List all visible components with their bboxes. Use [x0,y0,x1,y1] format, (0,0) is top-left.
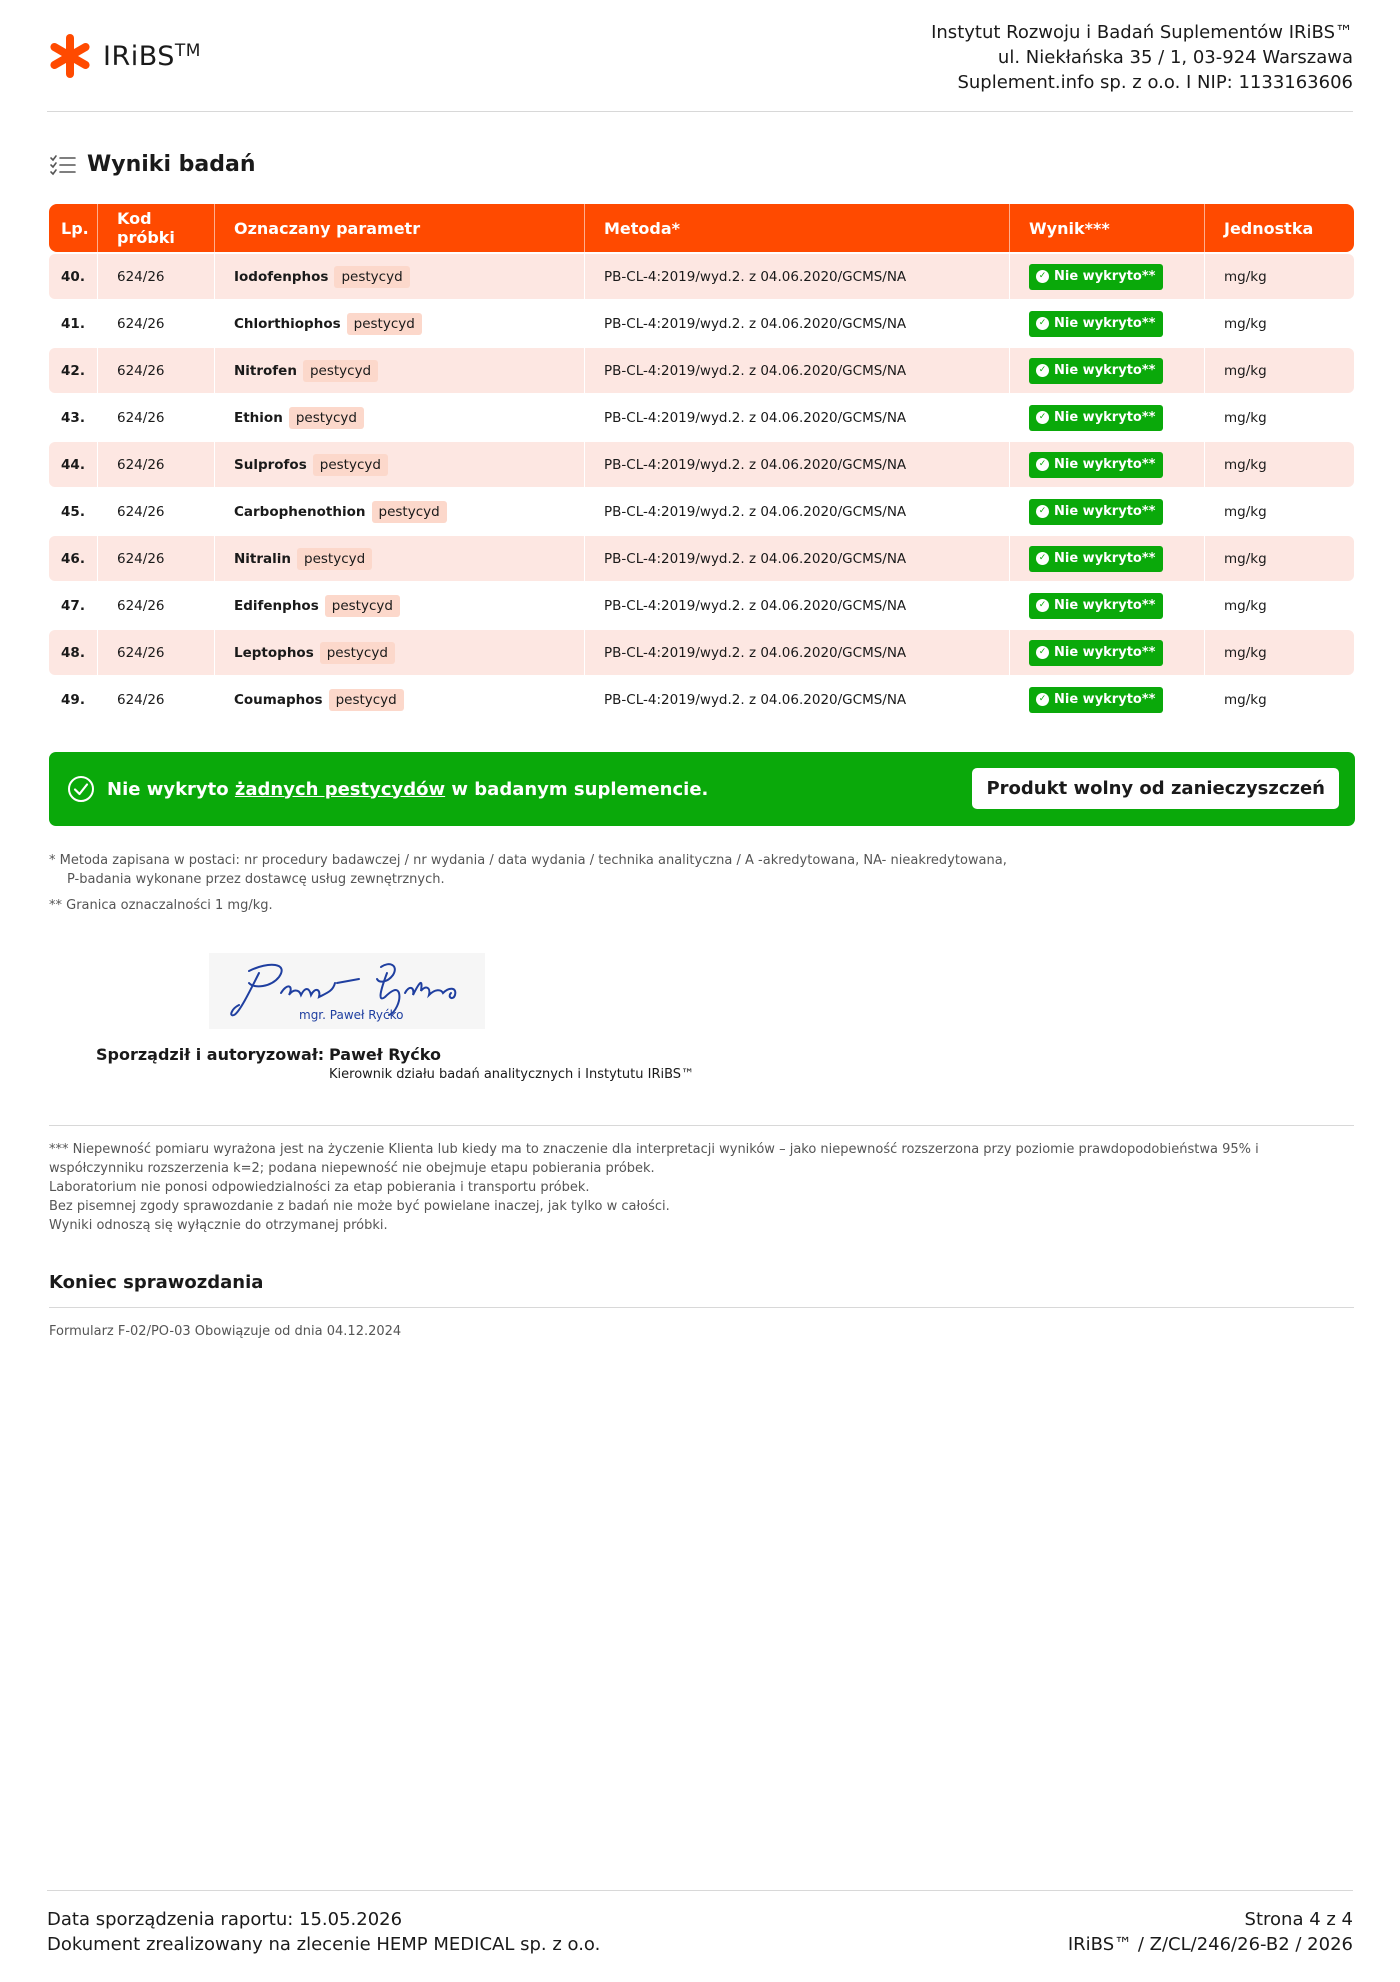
result-badge: ✓ Nie wykryto** [1029,358,1163,384]
cell-kod: 624/26 [98,254,215,299]
category-tag: pestycyd [334,266,409,288]
cell-jednostka: mg/kg [1224,315,1267,332]
signature-image [209,953,485,1029]
parameter-name: Coumaphos [234,691,323,708]
check-icon: ✓ [1036,458,1049,471]
cell-lp: 43. [49,395,98,440]
category-tag: pestycyd [303,360,378,382]
parameter-name: Carbophenothion [234,503,366,520]
logo-text: IRiBS™ [103,40,201,72]
parameter-name: Edifenphos [234,597,319,614]
parameter-name: Leptophos [234,644,314,661]
col-header-jednostka: Jednostka [1224,218,1314,238]
summary-emphasis: żadnych pestycydów [234,778,446,800]
parameter-name: Sulprofos [234,456,307,473]
cell-parametr [215,583,585,628]
report-date: Data sporządzenia raportu: 15.05.2026 [47,1909,403,1930]
cell-wynik [1010,395,1205,440]
result-badge: ✓ Nie wykryto** [1029,311,1163,337]
cell-parametr [215,677,585,722]
cell-kod: 624/26 [98,489,215,534]
cell-wynik [1010,489,1205,534]
check-icon: ✓ [1036,693,1049,706]
check-icon: ✓ [1036,364,1049,377]
cell-metoda: PB-CL-4:2019/wyd.2. z 04.06.2020/GCMS/NA [585,583,1010,628]
footer-left [47,1907,600,1957]
category-tag: pestycyd [325,595,400,617]
cell-lp: 45. [49,489,98,534]
cell-jednostka: mg/kg [1224,691,1267,708]
cell-lp: 47. [49,583,98,628]
divider [49,1125,1354,1126]
results-table [49,204,1354,722]
cell-kod: 624/26 [98,677,215,722]
contamination-free-badge: Produkt wolny od zanieczyszczeń [972,768,1339,809]
category-tag: pestycyd [313,454,388,476]
logo [47,32,201,80]
col-header-wynik: Wynik*** [1010,204,1205,252]
checklist-icon [49,153,77,177]
category-tag: pestycyd [347,313,422,335]
parameter-name: Nitralin [234,550,292,567]
table-row [49,301,1354,346]
cell-lp: 48. [49,630,98,675]
table-header [49,204,1354,252]
cell-parametr [215,254,585,299]
check-circle-icon [67,775,95,803]
legal-notes: *** Niepewność pomiaru wyrażona jest na życzenie Klienta lub kiedy ma to znaczenie dla interpretacji wyników – jako niepewność rozszerzona przy poziomie prawdopodobieństwa 95% i współczynniku rozszerzenia k=2; podana niepewność nie obejmuje etapu pobierania próbek. Laboratorium nie ponosi odpowiedzialności za etap pobierania i transportu próbek. Bez pisemnej zgody sprawozdanie z badań nie może być powielane inaczej, jak tylko w całości. Wyniki odnoszą się wyłącznie do otrzymanej próbki. [49,1142,1259,1233]
cell-parametr [215,536,585,581]
cell-kod: 624/26 [98,583,215,628]
col-header-parametr: Oznaczany parametr [215,204,585,252]
cell-metoda: PB-CL-4:2019/wyd.2. z 04.06.2020/GCMS/NA [585,301,1010,346]
col-header-kod: Kod próbki [98,204,215,252]
cell-jednostka: mg/kg [1224,597,1267,614]
cell-jednostka: mg/kg [1224,362,1267,379]
parameter-name: Chlorthiophos [234,315,341,332]
cell-jednostka: mg/kg [1224,550,1267,567]
signature-stamp-text: mgr. Paweł Ryćko [299,1008,404,1022]
cell-kod: 624/26 [98,395,215,440]
cell-parametr [215,301,585,346]
table-row [49,254,1354,299]
cell-metoda: PB-CL-4:2019/wyd.2. z 04.06.2020/GCMS/NA [585,254,1010,299]
section-title: Wyniki badań [87,152,256,177]
cell-lp: 40. [49,254,98,299]
cell-metoda: PB-CL-4:2019/wyd.2. z 04.06.2020/GCMS/NA [585,489,1010,534]
cell-parametr [215,442,585,487]
result-badge: ✓ Nie wykryto** [1029,452,1163,478]
end-of-report: Koniec sprawozdania [49,1272,264,1293]
cell-wynik [1010,677,1205,722]
cell-lp: 42. [49,348,98,393]
table-row [49,442,1354,487]
institute-address: ul. Niekłańska 35 / 1, 03-924 Warszawa [997,47,1353,68]
category-tag: pestycyd [329,689,404,711]
cell-kod: 624/26 [98,301,215,346]
cell-wynik [1010,442,1205,487]
parameter-name: Nitrofen [234,362,297,379]
cell-parametr [215,395,585,440]
signatory-name: Paweł Ryćko [329,1045,441,1064]
result-badge: ✓ Nie wykryto** [1029,546,1163,572]
cell-lp: 41. [49,301,98,346]
category-tag: pestycyd [320,642,395,664]
category-tag: pestycyd [289,407,364,429]
footer-divider [47,1890,1353,1891]
cell-metoda: PB-CL-4:2019/wyd.2. z 04.06.2020/GCMS/NA [585,348,1010,393]
cell-jednostka: mg/kg [1224,409,1267,426]
cell-wynik [1010,348,1205,393]
institute-company: Suplement.info sp. z o.o. I NIP: 1133163606 [957,72,1353,93]
cell-kod: 624/26 [98,348,215,393]
cell-wynik [1010,583,1205,628]
cell-lp: 46. [49,536,98,581]
asterisk-logo-icon [47,32,93,80]
table-row [49,583,1354,628]
cell-kod: 624/26 [98,630,215,675]
page-header [47,0,1353,112]
result-badge: ✓ Nie wykryto** [1029,264,1163,290]
table-row [49,630,1354,675]
cell-jednostka: mg/kg [1224,644,1267,661]
category-tag: pestycyd [297,548,372,570]
table-row [49,395,1354,440]
institute-info [931,20,1353,95]
col-header-metoda: Metoda* [585,204,1010,252]
footer-right [1068,1907,1353,1957]
result-badge: ✓ Nie wykryto** [1029,687,1163,713]
cell-wynik [1010,536,1205,581]
signature-label: Sporządził i autoryzował: [96,1045,325,1064]
institute-name: Instytut Rozwoju i Badań Suplementów IRiBS™ [931,22,1353,43]
signatory-role: Kierownik działu badań analitycznych i Instytutu IRiBS™ [329,1067,695,1082]
report-client: Dokument zrealizowany na zlecenie HEMP MEDICAL sp. z o.o. [47,1934,601,1955]
cell-metoda: PB-CL-4:2019/wyd.2. z 04.06.2020/GCMS/NA [585,395,1010,440]
cell-parametr [215,489,585,534]
cell-lp: 49. [49,677,98,722]
summary-text: Nie wykryto żadnych pestycydów w badanym suplemencie. [107,778,709,800]
col-header-lp: Lp. [49,204,98,252]
result-badge: ✓ Nie wykryto** [1029,499,1163,525]
table-body [49,254,1354,722]
cell-kod: 624/26 [98,442,215,487]
cell-jednostka: mg/kg [1224,268,1267,285]
check-icon: ✓ [1036,646,1049,659]
result-badge: ✓ Nie wykryto** [1029,405,1163,431]
parameter-name: Iodofenphos [234,268,329,285]
check-icon: ✓ [1036,599,1049,612]
cell-lp: 44. [49,442,98,487]
table-row [49,536,1354,581]
cell-metoda: PB-CL-4:2019/wyd.2. z 04.06.2020/GCMS/NA [585,677,1010,722]
table-row [49,677,1354,722]
category-tag: pestycyd [372,501,447,523]
method-footnote: * Metoda zapisana w postaci: nr procedury badawczej / nr wydania / data wydania / technika analityczna / A -akredytowana, NA- nieakredytowana, P-badania wykonane przez dostawcę usług zewnętrznych. [49,853,1007,887]
cell-parametr [215,348,585,393]
result-badge: ✓ Nie wykryto** [1029,593,1163,619]
parameter-name: Ethion [234,409,283,426]
check-icon: ✓ [1036,552,1049,565]
cell-jednostka: mg/kg [1224,456,1267,473]
cell-metoda: PB-CL-4:2019/wyd.2. z 04.06.2020/GCMS/NA [585,630,1010,675]
page-number: Strona 4 z 4 [1244,1909,1353,1930]
cell-metoda: PB-CL-4:2019/wyd.2. z 04.06.2020/GCMS/NA [585,536,1010,581]
check-icon: ✓ [1036,317,1049,330]
check-icon: ✓ [1036,411,1049,424]
cell-wynik [1010,254,1205,299]
cell-metoda: PB-CL-4:2019/wyd.2. z 04.06.2020/GCMS/NA [585,442,1010,487]
check-icon: ✓ [1036,270,1049,283]
check-icon: ✓ [1036,505,1049,518]
table-row [49,489,1354,534]
summary-banner [49,752,1355,826]
limit-footnote: ** Granica oznaczalności 1 mg/kg. [49,898,273,913]
divider [49,1307,1354,1308]
cell-jednostka: mg/kg [1224,503,1267,520]
report-reference: IRiBS™ / Z/CL/246/26-B2 / 2026 [1067,1934,1353,1955]
section-header [49,152,256,177]
cell-wynik [1010,630,1205,675]
cell-wynik [1010,301,1205,346]
cell-kod: 624/26 [98,536,215,581]
result-badge: ✓ Nie wykryto** [1029,640,1163,666]
table-row [49,348,1354,393]
form-id: Formularz F-02/PO-03 Obowiązuje od dnia 04.12.2024 [49,1324,402,1339]
cell-parametr [215,630,585,675]
